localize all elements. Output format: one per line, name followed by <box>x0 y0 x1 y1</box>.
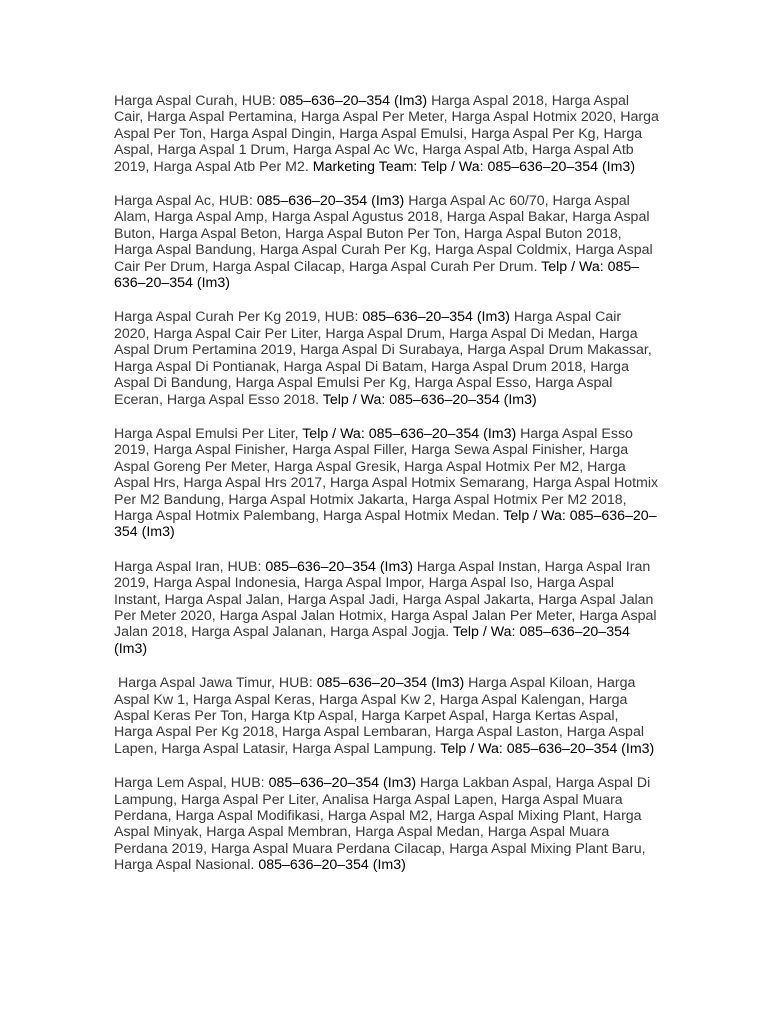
phone-number: 085–636–20–354 (Im3) <box>256 193 405 210</box>
paragraph-aspal-jawa-timur <box>114 675 660 757</box>
paragraph-body: Harga Aspal Esso 2019, Harga Aspal Finisher, Harga Aspal Filler, Harga Sewa Aspal Finisher, Harga Aspal Goreng Per Meter, Harga Aspal Gresik, Harga Aspal Hotmix Per M2, Harga Aspal Hrs, Harga Aspal Hrs 2017, Harga Aspal Hotmix Semarang, Harga Aspal Hotmix Per M2 Bandung, Harga Aspal Hotmix Jakarta, Harga Aspal Hotmix Per M2 2018, Harga Aspal Hotmix Palembang, Harga Aspal Hotmix Medan. <box>114 425 659 524</box>
paragraph-lead: Harga Aspal Curah, HUB: <box>114 93 280 109</box>
phone-number: 085–636–20–354 (Im3) <box>362 309 510 326</box>
phone-number: 085–636–20–354 (Im3) <box>279 93 428 109</box>
paragraph-lem-aspal <box>114 775 660 873</box>
paragraph-body: Harga Aspal 2018, Harga Aspal Cair, Harga Aspal Pertamina, Harga Aspal Per Meter, Harga Aspal Hotmix 2020, Harga Aspal Per Ton, Harga Aspal Dingin, Harga Aspal Emulsi, Harga Aspal Per Kg, Harga Aspal, Harga Aspal 1 Drum, Harga Aspal Ac Wc, Harga Aspal Atb, Harga Aspal Atb 2019, Harga Aspal Atb Per M2. <box>114 93 659 175</box>
paragraph-lead: Harga Aspal Curah Per Kg 2019, HUB: <box>114 309 363 326</box>
paragraph-aspal-ac <box>114 193 660 291</box>
phone-number: 085–636–20–354 (Im3) <box>265 558 413 575</box>
paragraph-body: Harga Aspal Instan, Harga Aspal Iran 2019, Harga Aspal Indonesia, Harga Aspal Impor, Harga Aspal Iso, Harga Aspal Instant, Harga Aspal Jalan, Harga Aspal Jadi, Harga Aspal Jakarta, Harga Aspal Jalan Per Meter 2020, Harga Aspal Jalan Hotmix, Harga Aspal Jalan Per Meter, Harga Aspal Jalan 2018, Harga Aspal Jalanan, Harga Aspal Jogja. <box>114 558 657 641</box>
paragraph-body: Harga Aspal Kiloan, Harga Aspal Kw 1, Harga Aspal Keras, Harga Aspal Kw 2, Harga Aspal Kalengan, Harga Aspal Keras Per Ton, Harga Ktp Aspal, Harga Karpet Aspal, Harga Kertas Aspal, Harga Aspal Per Kg 2018, Harga Aspal Lembaran, Harga Aspal Laston, Harga Aspal Lapen, Harga Aspal Latasir, Harga Aspal Lampung. <box>114 675 644 757</box>
contact-line: Telp / Wa: 085–636–20–354 (Im3) <box>322 391 537 408</box>
contact-line: Telp / Wa: 085–636–20–354 (Im3) <box>114 624 630 657</box>
paragraph-lead: Harga Aspal Emulsi Per Liter, <box>114 425 303 442</box>
document-page <box>114 93 660 892</box>
paragraph-body: Harga Aspal Cair 2020, Harga Aspal Cair Per Liter, Harga Aspal Drum, Harga Aspal Di Medan, Harga Aspal Drum Pertamina 2019, Harga Aspal Di Surabaya, Harga Aspal Drum Makassar, Harga Aspal Di Pontianak, Harga Aspal Di Batam, Harga Aspal Drum 2018, Harga Aspal Di Bandung, Harga Aspal Emulsi Per Kg, Harga Aspal Esso, Harga Aspal Eceran, Harga Aspal Esso 2018. <box>114 309 652 408</box>
contact-line: Telp / Wa: 085–636–20–354 (Im3) <box>114 258 640 292</box>
paragraph-aspal-curah-per-kg <box>114 309 660 407</box>
contact-line: 085–636–20–354 (Im3) <box>258 857 406 874</box>
paragraph-body: Harga Lakban Aspal, Harga Aspal Di Lampung, Harga Aspal Per Liter, Analisa Harga Aspal Lapen, Harga Aspal Muara Perdana, Harga Aspal Modifikasi, Harga Aspal M2, Harga Aspal Mixing Plant, Harga Aspal Minyak, Harga Aspal Membran, Harga Aspal Medan, Harga Aspal Muara Perdana 2019, Harga Aspal Muara Perdana Cilacap, Harga Aspal Mixing Plant Baru, Harga Aspal Nasional. <box>114 775 651 874</box>
paragraph-lead: Harga Aspal Jawa Timur, HUB: <box>118 675 317 692</box>
paragraph-body: Harga Aspal Ac 60/70, Harga Aspal Alam, Harga Aspal Amp, Harga Aspal Agustus 2018, Harga Aspal Bakar, Harga Aspal Buton, Harga Aspal Beton, Harga Aspal Buton Per Ton, Harga Aspal Buton 2018, Harga Aspal Bandung, Harga Aspal Curah Per Kg, Harga Aspal Coldmix, Harga Aspal Cair Per Drum, Harga Aspal Cilacap, Harga Aspal Curah Per Drum. <box>114 193 653 275</box>
contact-line: Telp / Wa: 085–636–20–354 (Im3) <box>114 507 657 541</box>
contact-line: Marketing Team: Telp / Wa: 085–636–20–354 (Im3) <box>312 158 636 175</box>
paragraph-lead: Harga Lem Aspal, HUB: <box>114 775 269 792</box>
paragraph-lead: Harga Aspal Ac, HUB: <box>114 193 257 210</box>
phone-number: 085–636–20–354 (Im3) <box>268 775 417 792</box>
paragraph-aspal-curah <box>114 93 660 175</box>
phone-number: 085–636–20–354 (Im3) <box>316 675 465 692</box>
paragraph-lead: Harga Aspal Iran, HUB: <box>114 558 266 575</box>
paragraph-aspal-emulsi <box>114 426 660 541</box>
contact-line: Telp / Wa: 085–636–20–354 (Im3) <box>440 740 655 757</box>
phone-number: Telp / Wa: 085–636–20–354 (Im3) <box>302 425 517 442</box>
paragraph-aspal-iran <box>114 559 660 657</box>
